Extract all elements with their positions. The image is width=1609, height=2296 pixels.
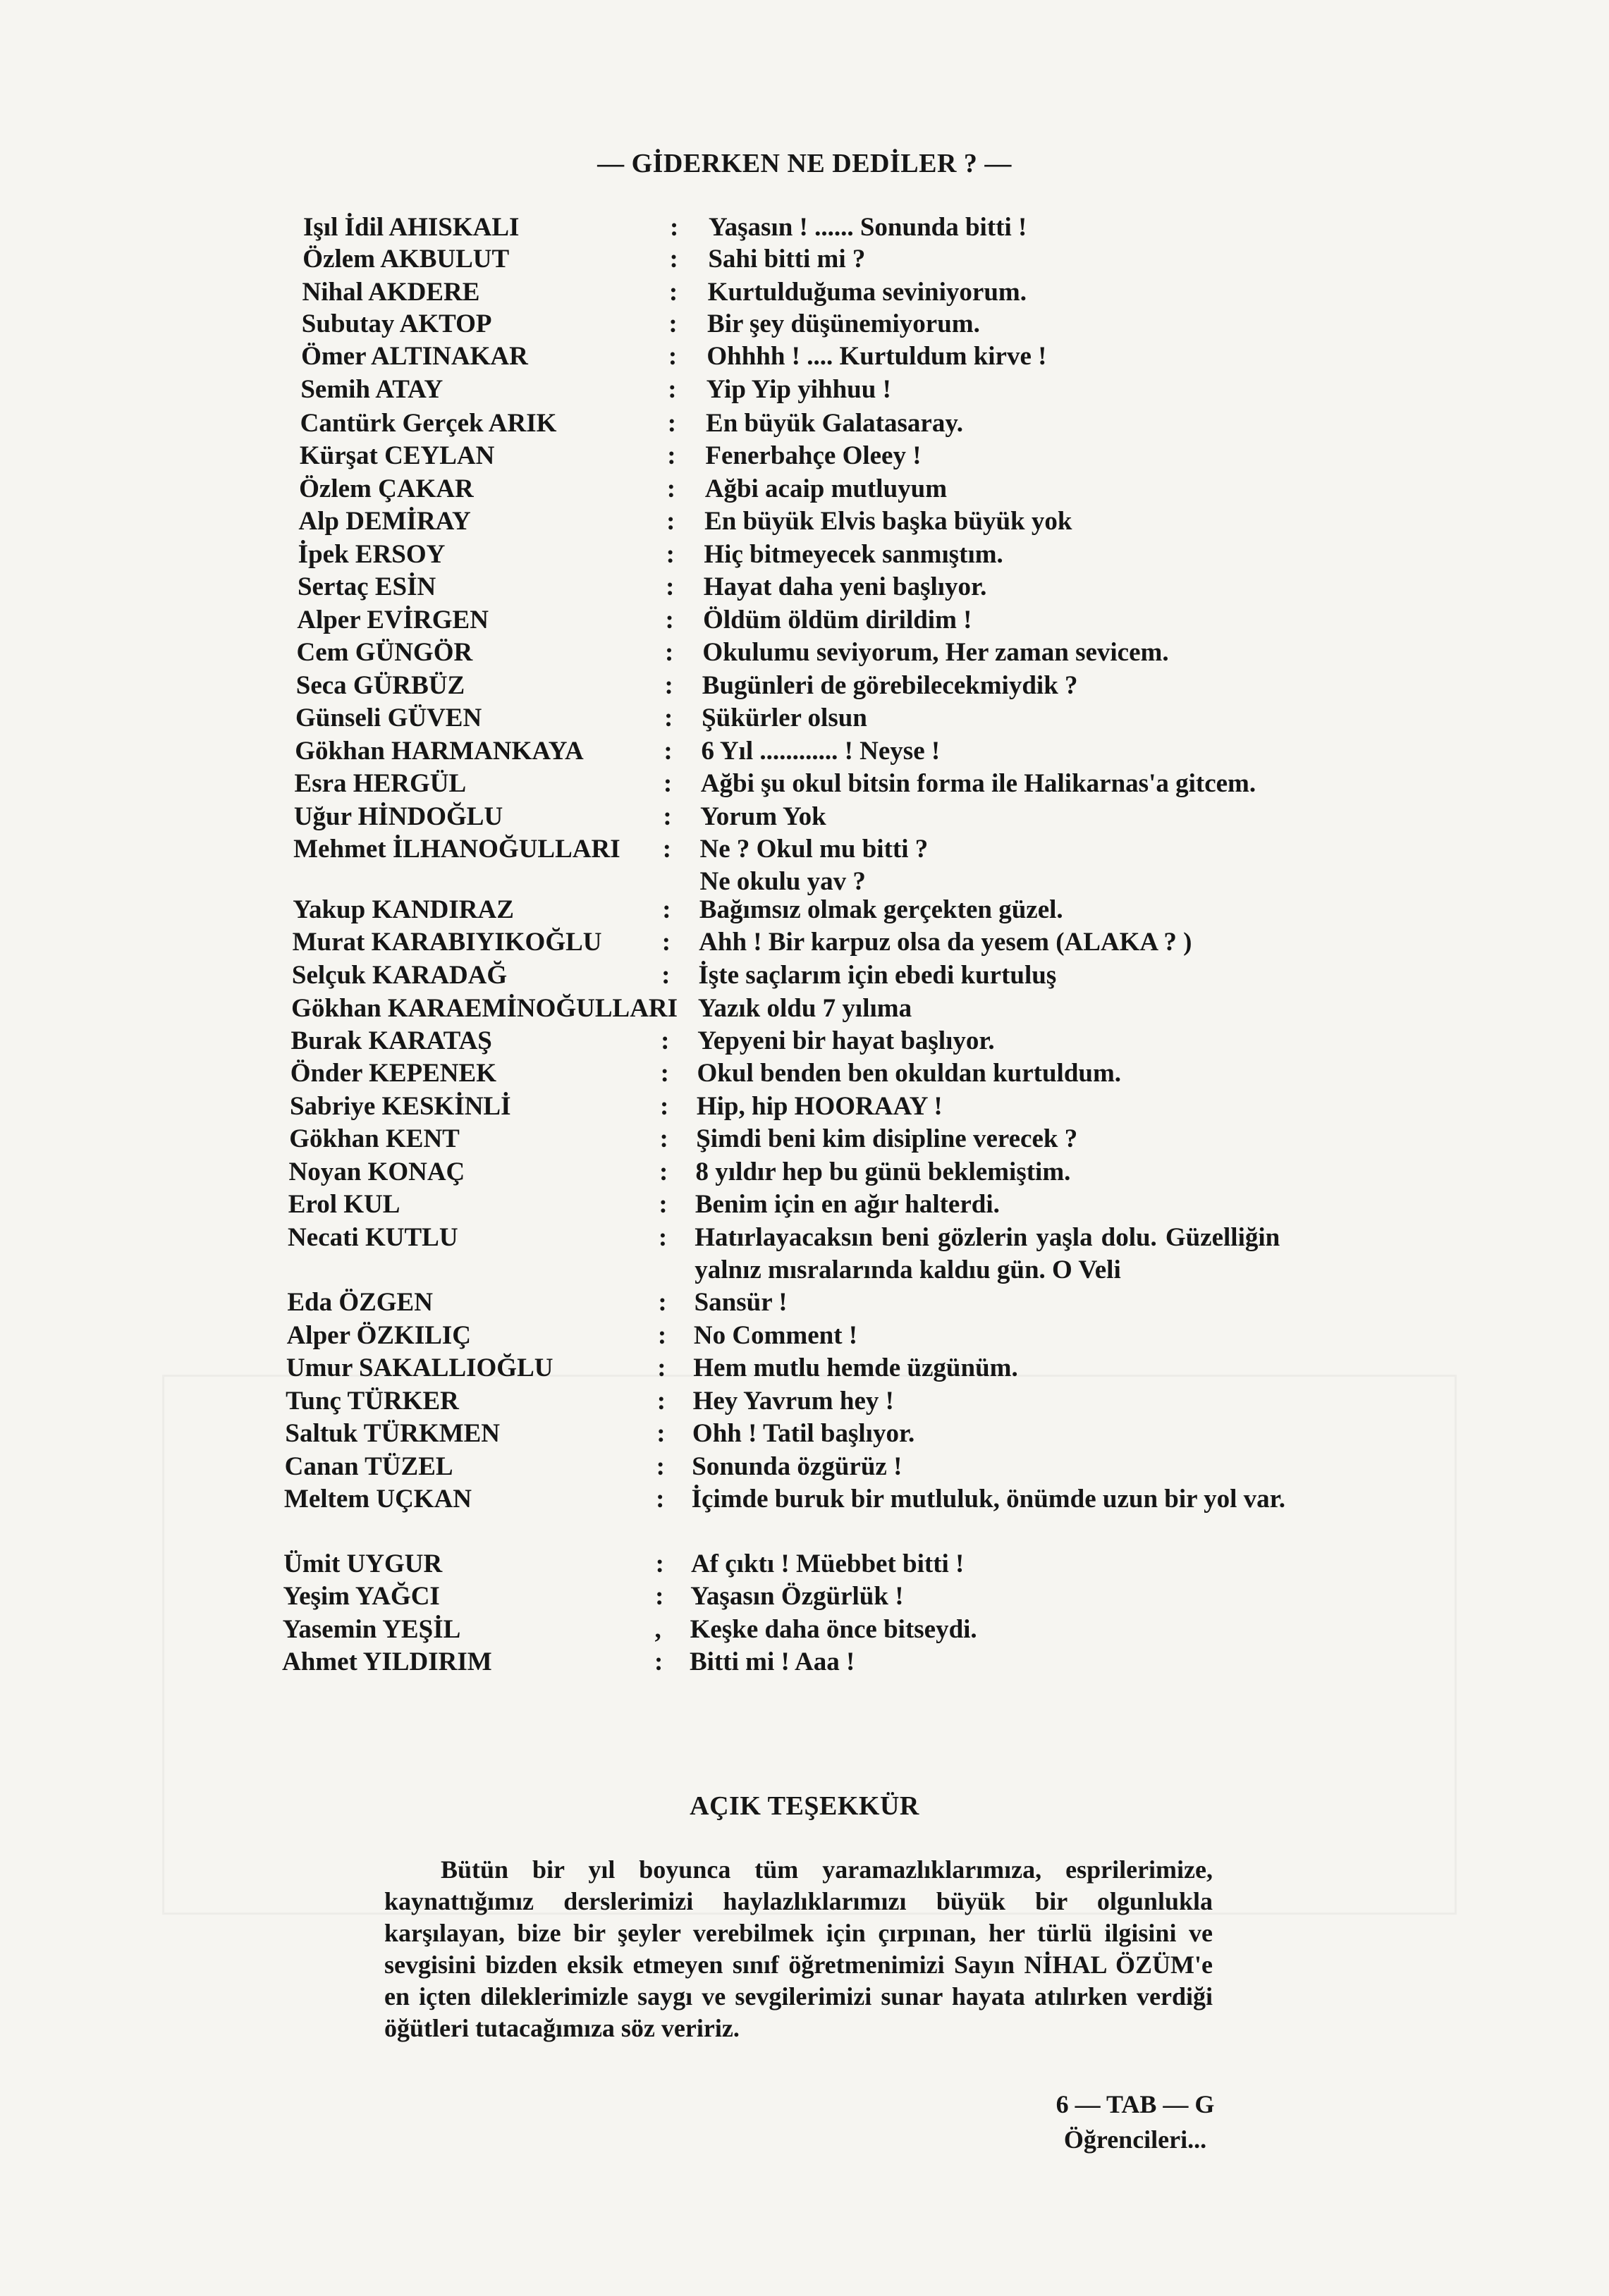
separator: : xyxy=(666,540,675,569)
student-quote: Ağbi şu okul bitsin forma ile Halikarnas'a gitcem. xyxy=(700,769,1256,798)
separator: : xyxy=(662,835,672,864)
student-quote: Yip Yip yihhuu ! xyxy=(706,375,891,404)
student-quote: Bir şey düşünemiyorum. xyxy=(707,309,980,338)
student-name: Canan TÜZEL xyxy=(284,1452,453,1481)
student-quote: Şükürler olsun xyxy=(702,704,867,732)
student-name: Önder KEPENEK xyxy=(290,1059,496,1088)
student-name: Sabriye KESKİNLİ xyxy=(289,1092,511,1121)
student-name: Özlem AKBULUT xyxy=(302,245,510,274)
student-quote: 8 yıldır hep bu günü beklemiştim. xyxy=(695,1158,1071,1186)
thanks-heading: AÇIK TEŞEKKÜR xyxy=(690,1791,919,1821)
student-name: Necati KUTLU xyxy=(288,1223,458,1252)
separator: : xyxy=(661,1026,670,1055)
student-name: Gökhan HARMANKAYA xyxy=(295,737,584,766)
separator: : xyxy=(667,409,677,438)
student-name: Yeşim YAĞCI xyxy=(283,1582,440,1611)
separator: : xyxy=(656,1419,666,1448)
separator: : xyxy=(668,342,678,371)
student-name: Yakup KANDIRAZ xyxy=(293,895,514,924)
separator: : xyxy=(666,507,675,536)
separator: : xyxy=(668,278,678,307)
separator: : xyxy=(658,1288,667,1317)
student-quote: En büyük Elvis başka büyük yok xyxy=(704,507,1072,536)
student-quote: Sansür ! xyxy=(694,1288,788,1317)
student-name: Saltuk TÜRKMEN xyxy=(285,1419,501,1448)
student-name: Erol KUL xyxy=(288,1190,400,1219)
separator: : xyxy=(666,572,675,601)
student-quote: Keşke daha önce bitseydi. xyxy=(690,1615,977,1644)
student-quote: Kurtulduğuma seviniyorum. xyxy=(707,278,1027,307)
student-quote: Yepyeni bir hayat başlıyor. xyxy=(697,1026,995,1055)
separator: : xyxy=(663,737,673,766)
signature-class: 6 — TAB — G xyxy=(1056,2090,1215,2118)
separator: : xyxy=(662,895,671,924)
student-name: Nihal AKDERE xyxy=(302,278,480,307)
student-name: Kürşat CEYLAN xyxy=(299,441,495,470)
student-quote: Bitti mi ! Aaa ! xyxy=(690,1647,855,1676)
student-quote: Şimdi beni kim disipline verecek ? xyxy=(696,1124,1078,1153)
separator: : xyxy=(665,638,674,667)
student-quote: Bağımsız olmak gerçekten güzel. xyxy=(699,895,1063,924)
student-name: Ömer ALTINAKAR xyxy=(301,342,528,371)
student-quote: Sahi bitti mi ? xyxy=(708,245,866,274)
separator: : xyxy=(659,1158,668,1186)
separator: : xyxy=(659,1124,668,1153)
separator: : xyxy=(656,1485,665,1514)
student-name: Eda ÖZGEN xyxy=(287,1288,433,1317)
student-quote: İşte saçlarım için ebedi kurtuluş xyxy=(698,961,1057,990)
student-quote: 6 Yıl ............ ! Neyse ! xyxy=(701,737,941,766)
student-name: Ümit UYGUR xyxy=(283,1549,443,1578)
student-name: Umur SAKALLIOĞLU xyxy=(286,1353,553,1382)
separator: : xyxy=(656,1452,665,1481)
student-quote: Hiç bitmeyecek sanmıştım. xyxy=(704,540,1003,569)
separator: , xyxy=(654,1615,661,1644)
student-name: Işıl İdil AHISKALI xyxy=(303,213,520,242)
student-quote: Ahh ! Bir karpuz olsa da yesem (ALAKA ? ) xyxy=(699,928,1192,957)
student-quote: Hey Yavrum hey ! xyxy=(692,1387,894,1416)
student-name: Subutay AKTOP xyxy=(301,309,492,338)
separator: : xyxy=(657,1321,667,1350)
student-quote: Okul benden ben okuldan kurtuldum. xyxy=(697,1059,1122,1088)
student-quote: Fenerbahçe Oleey ! xyxy=(705,441,922,470)
student-name: Meltem UÇKAN xyxy=(283,1485,472,1514)
separator: : xyxy=(663,704,673,732)
student-name: Seca GÜRBÜZ xyxy=(295,671,465,700)
student-name: Alper EVİRGEN xyxy=(297,606,489,634)
student-name: Selçuk KARADAĞ xyxy=(291,961,508,990)
separator: : xyxy=(660,1059,669,1088)
separator: : xyxy=(659,1190,668,1219)
signature-students: Öğrencileri... xyxy=(1063,2125,1207,2154)
student-name: Esra HERGÜL xyxy=(294,769,467,798)
student-quote: Ohhhh ! .... Kurtuldum kirve ! xyxy=(706,342,1047,371)
student-name: Özlem ÇAKAR xyxy=(299,474,474,503)
separator: : xyxy=(663,769,673,798)
separator: : xyxy=(654,1647,663,1676)
student-quote: En büyük Galatasaray. xyxy=(706,409,964,438)
student-quote: Benim için en ağır halterdi. xyxy=(695,1190,1000,1219)
student-name: Semih ATAY xyxy=(300,375,443,404)
student-quote: Ne ? Okul mu bitti ? Ne okulu yav ? xyxy=(699,835,929,896)
thanks-paragraph: Bütün bir yıl boyunca tüm yaramazlıklarımıza, esprilerimize, kaynattığımız derslerimizi haylazlıklarımızı büyük bir olgunlukla karşılayan, bize bir şeyler verebilmek için çırpınan, her türlü ilgisini ve sevgisini bizden eksik etmeyen sınıf öğretmenimizi Sayın NİHAL ÖZÜM'e en içten dileklerimizle saygı ve sevgilerimizi sunar hayata atılırken verdiği öğütleri tutacağımıza söz veririz. xyxy=(384,1855,1213,2042)
student-quote: Sonunda özgürüz ! xyxy=(692,1452,903,1481)
student-name: Gökhan KENT xyxy=(289,1124,460,1153)
student-name: Gökhan KARAEMİNOĞULLARI xyxy=(291,994,678,1023)
student-name: Alp DEMİRAY xyxy=(298,507,471,536)
student-name: Sertaç ESİN xyxy=(297,572,436,601)
separator: : xyxy=(655,1582,664,1611)
separator: : xyxy=(661,961,671,990)
student-name: Tunç TÜRKER xyxy=(286,1387,459,1416)
signature xyxy=(1044,2087,1227,2157)
separator: : xyxy=(658,1223,668,1252)
student-quote: Öldüm öldüm dirildim ! xyxy=(703,606,972,634)
student-name: Noyan KONAÇ xyxy=(288,1158,465,1186)
student-quote: Yaşasın Özgürlük ! xyxy=(690,1582,904,1611)
separator: : xyxy=(656,1387,666,1416)
student-name: Murat KARABIYIKOĞLU xyxy=(292,928,602,957)
student-quote: İçimde buruk bir mutluluk, önümde uzun bir yol var. xyxy=(691,1485,1285,1514)
student-quote: Hem mutlu hemde üzgünüm. xyxy=(693,1353,1018,1382)
student-quote: Yaşasın ! ...... Sonunda bitti ! xyxy=(709,213,1027,242)
separator: : xyxy=(661,928,671,957)
student-quote: Ohh ! Tatil başlıyor. xyxy=(692,1419,915,1448)
separator: : xyxy=(666,474,676,503)
student-quote: Yorum Yok xyxy=(700,802,826,831)
separator: : xyxy=(664,671,673,700)
separator: : xyxy=(663,802,672,831)
page-title: — GİDERKEN NE DEDİLER ? — xyxy=(597,149,1012,178)
student-name: İpek ERSOY xyxy=(298,540,446,569)
student-quote: Hip, hip HOORAAY ! xyxy=(696,1092,943,1121)
student-name: Burak KARATAŞ xyxy=(290,1026,492,1055)
student-quote: Af çıktı ! Müebbet bitti ! xyxy=(690,1549,965,1578)
student-quote: Ağbi acaip mutluyum xyxy=(704,474,948,503)
separator: : xyxy=(668,375,677,404)
separator: : xyxy=(655,1549,664,1578)
student-name: Uğur HİNDOĞLU xyxy=(293,802,503,831)
student-name: Ahmet YILDIRIM xyxy=(282,1647,492,1676)
separator: : xyxy=(665,606,674,634)
student-quote: Yazık oldu 7 yılıma xyxy=(697,994,912,1023)
student-quote: Okulumu seviyorum, Her zaman sevicem. xyxy=(702,638,1169,667)
separator: : xyxy=(660,1092,669,1121)
student-name: Günseli GÜVEN xyxy=(295,704,482,732)
student-name: Yasemin YEŞİL xyxy=(282,1615,461,1644)
student-quote: No Comment ! xyxy=(693,1321,858,1350)
separator: : xyxy=(667,441,676,470)
student-name: Mehmet İLHANOĞULLARI xyxy=(293,835,620,864)
student-quote: Hayat daha yeni başlıyor. xyxy=(703,572,987,601)
student-quote: Bugünleri de görebilecekmiydik ? xyxy=(702,671,1078,700)
student-name: Cem GÜNGÖR xyxy=(296,638,473,667)
separator: : xyxy=(657,1353,666,1382)
separator: : xyxy=(668,309,678,338)
student-name: Alper ÖZKILIÇ xyxy=(286,1321,472,1350)
student-name: Cantürk Gerçek ARIK xyxy=(300,409,557,438)
separator: : xyxy=(669,245,678,274)
student-quote: Hatırlayacaksın beni gözlerin yaşla dolu. Güzelliğin yalnız mısralarında kaldıu gün. O Veli xyxy=(695,1223,1280,1284)
separator: : xyxy=(670,213,679,242)
